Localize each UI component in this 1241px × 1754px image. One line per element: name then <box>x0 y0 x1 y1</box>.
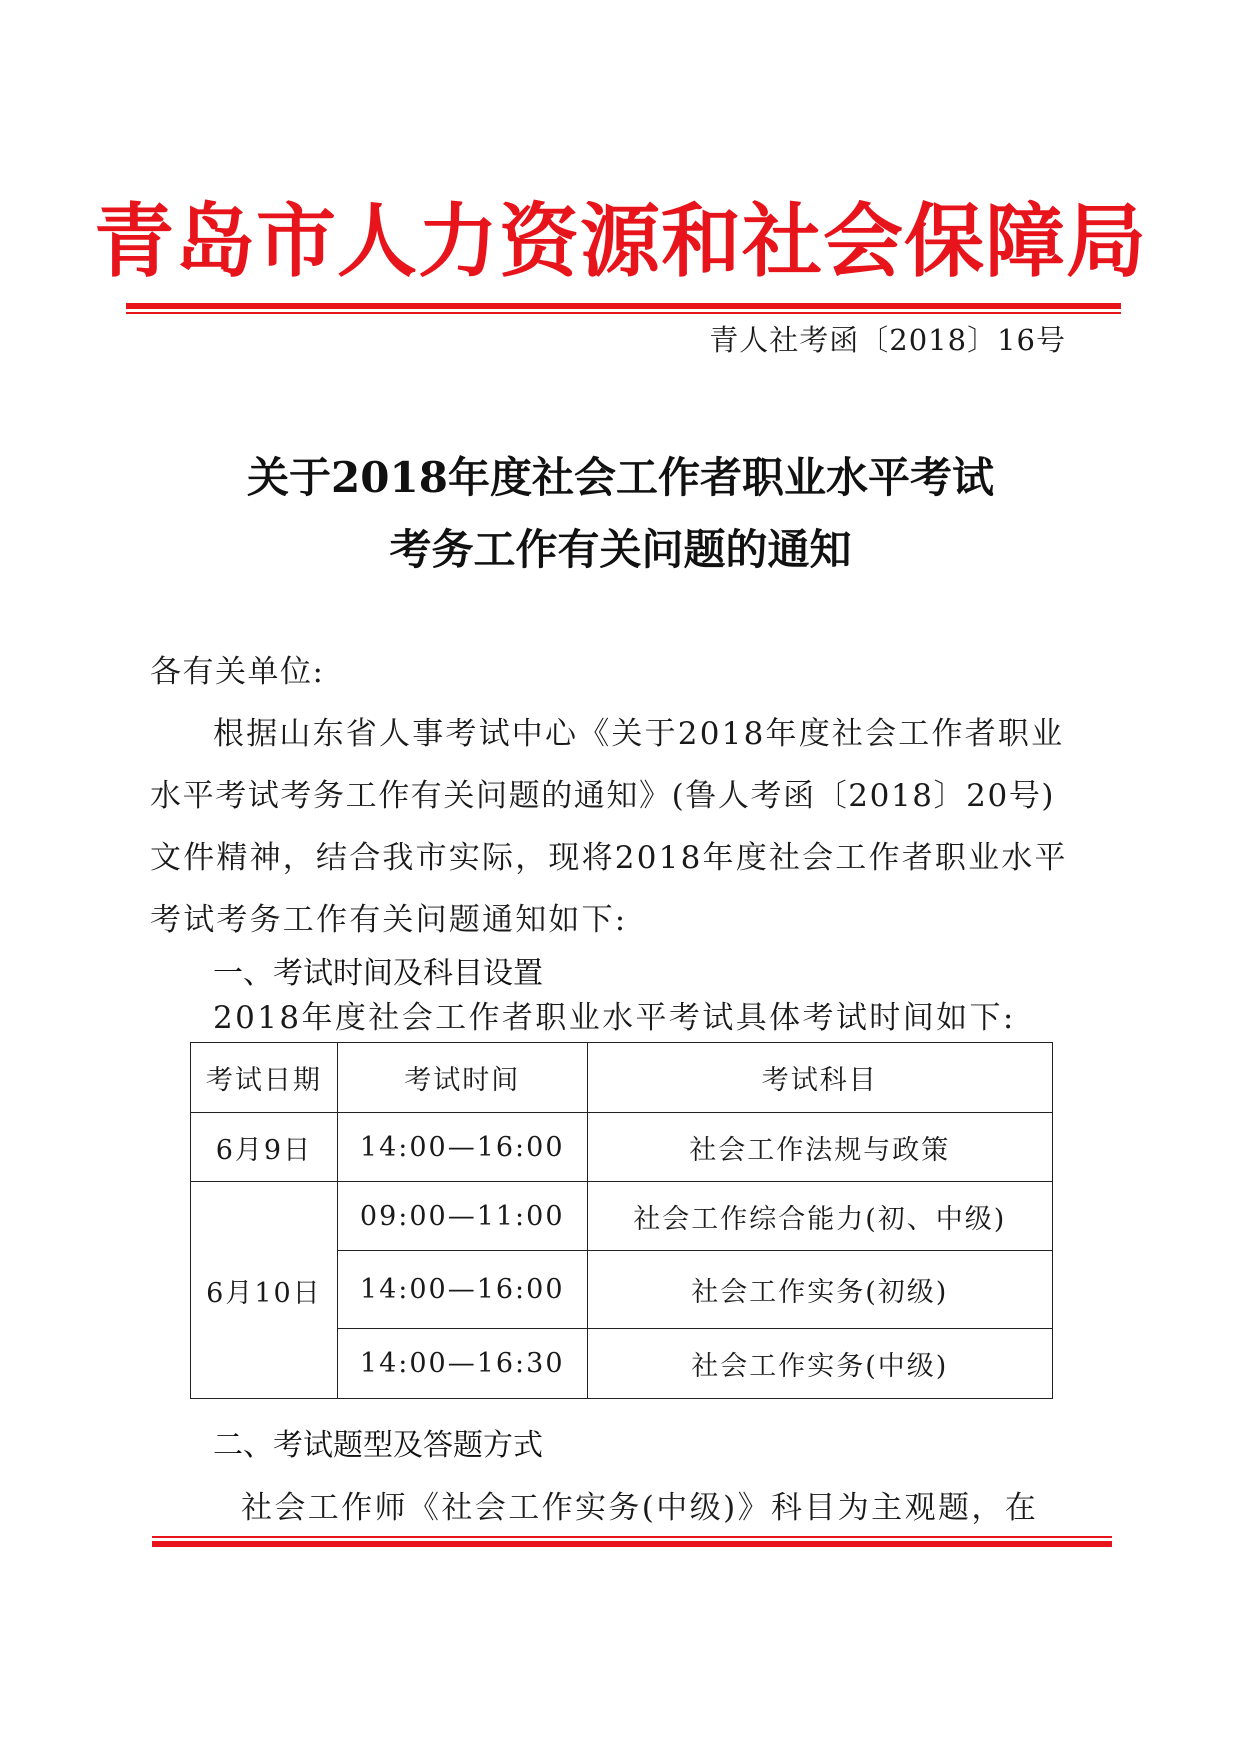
row-time: 09:00—11:00 <box>337 1182 587 1251</box>
table-header-row <box>191 1043 1053 1113</box>
row-time: 14:00—16:00 <box>337 1251 587 1329</box>
paragraph-1-line-4: 考试考务工作有关问题通知如下: <box>150 902 628 938</box>
row-subject: 社会工作法规与政策 <box>587 1113 1052 1182</box>
row-subject: 社会工作实务(初级) <box>587 1251 1052 1329</box>
table-row <box>191 1182 1053 1251</box>
row-date: 6月9日 <box>191 1113 338 1182</box>
row-date: 6月10日 <box>191 1182 338 1399</box>
footer-red-divider <box>152 1536 1112 1547</box>
divider-thick-line <box>152 1541 1112 1547</box>
document-number: 青人社考函〔2018〕16号 <box>709 323 1066 357</box>
section-1-heading: 一、考试时间及科目设置 <box>213 956 543 991</box>
header-exam-date: 考试日期 <box>191 1043 338 1113</box>
document-title-line-1: 关于2018年度社会工作者职业水平考试 <box>247 453 994 502</box>
row-subject: 社会工作实务(中级) <box>587 1329 1052 1399</box>
divider-thin-line <box>126 312 1121 314</box>
salutation: 各有关单位: <box>150 654 325 690</box>
letterhead-red-divider <box>126 303 1121 314</box>
document-title-line-2: 考务工作有关问题的通知 <box>389 525 852 574</box>
exam-schedule-table <box>190 1042 1053 1399</box>
table-row <box>191 1113 1053 1182</box>
paragraph-1-line-1: 根据山东省人事考试中心《关于2018年度社会工作者职业 <box>213 716 1065 752</box>
section-2-text: 社会工作师《社会工作实务(中级)》科目为主观题，在 <box>241 1490 1039 1526</box>
header-exam-time: 考试时间 <box>337 1043 587 1113</box>
row-time: 14:00—16:00 <box>337 1113 587 1182</box>
row-time: 14:00—16:30 <box>337 1329 587 1399</box>
paragraph-1-line-3: 文件精神，结合我市实际，现将2018年度社会工作者职业水平 <box>150 840 1068 876</box>
row-subject: 社会工作综合能力(初、中级) <box>587 1182 1052 1251</box>
paragraph-1-line-2: 水平考试考务工作有关问题的通知》(鲁人考函〔2018〕20号) <box>150 778 1056 814</box>
header-exam-subject: 考试科目 <box>587 1043 1052 1113</box>
agency-letterhead-title: 青岛市人力资源和社会保障局 <box>94 195 1147 288</box>
section-2-heading: 二、考试题型及答题方式 <box>213 1428 543 1463</box>
section-1-intro: 2018年度社会工作者职业水平考试具体考试时间如下: <box>213 1000 1016 1036</box>
